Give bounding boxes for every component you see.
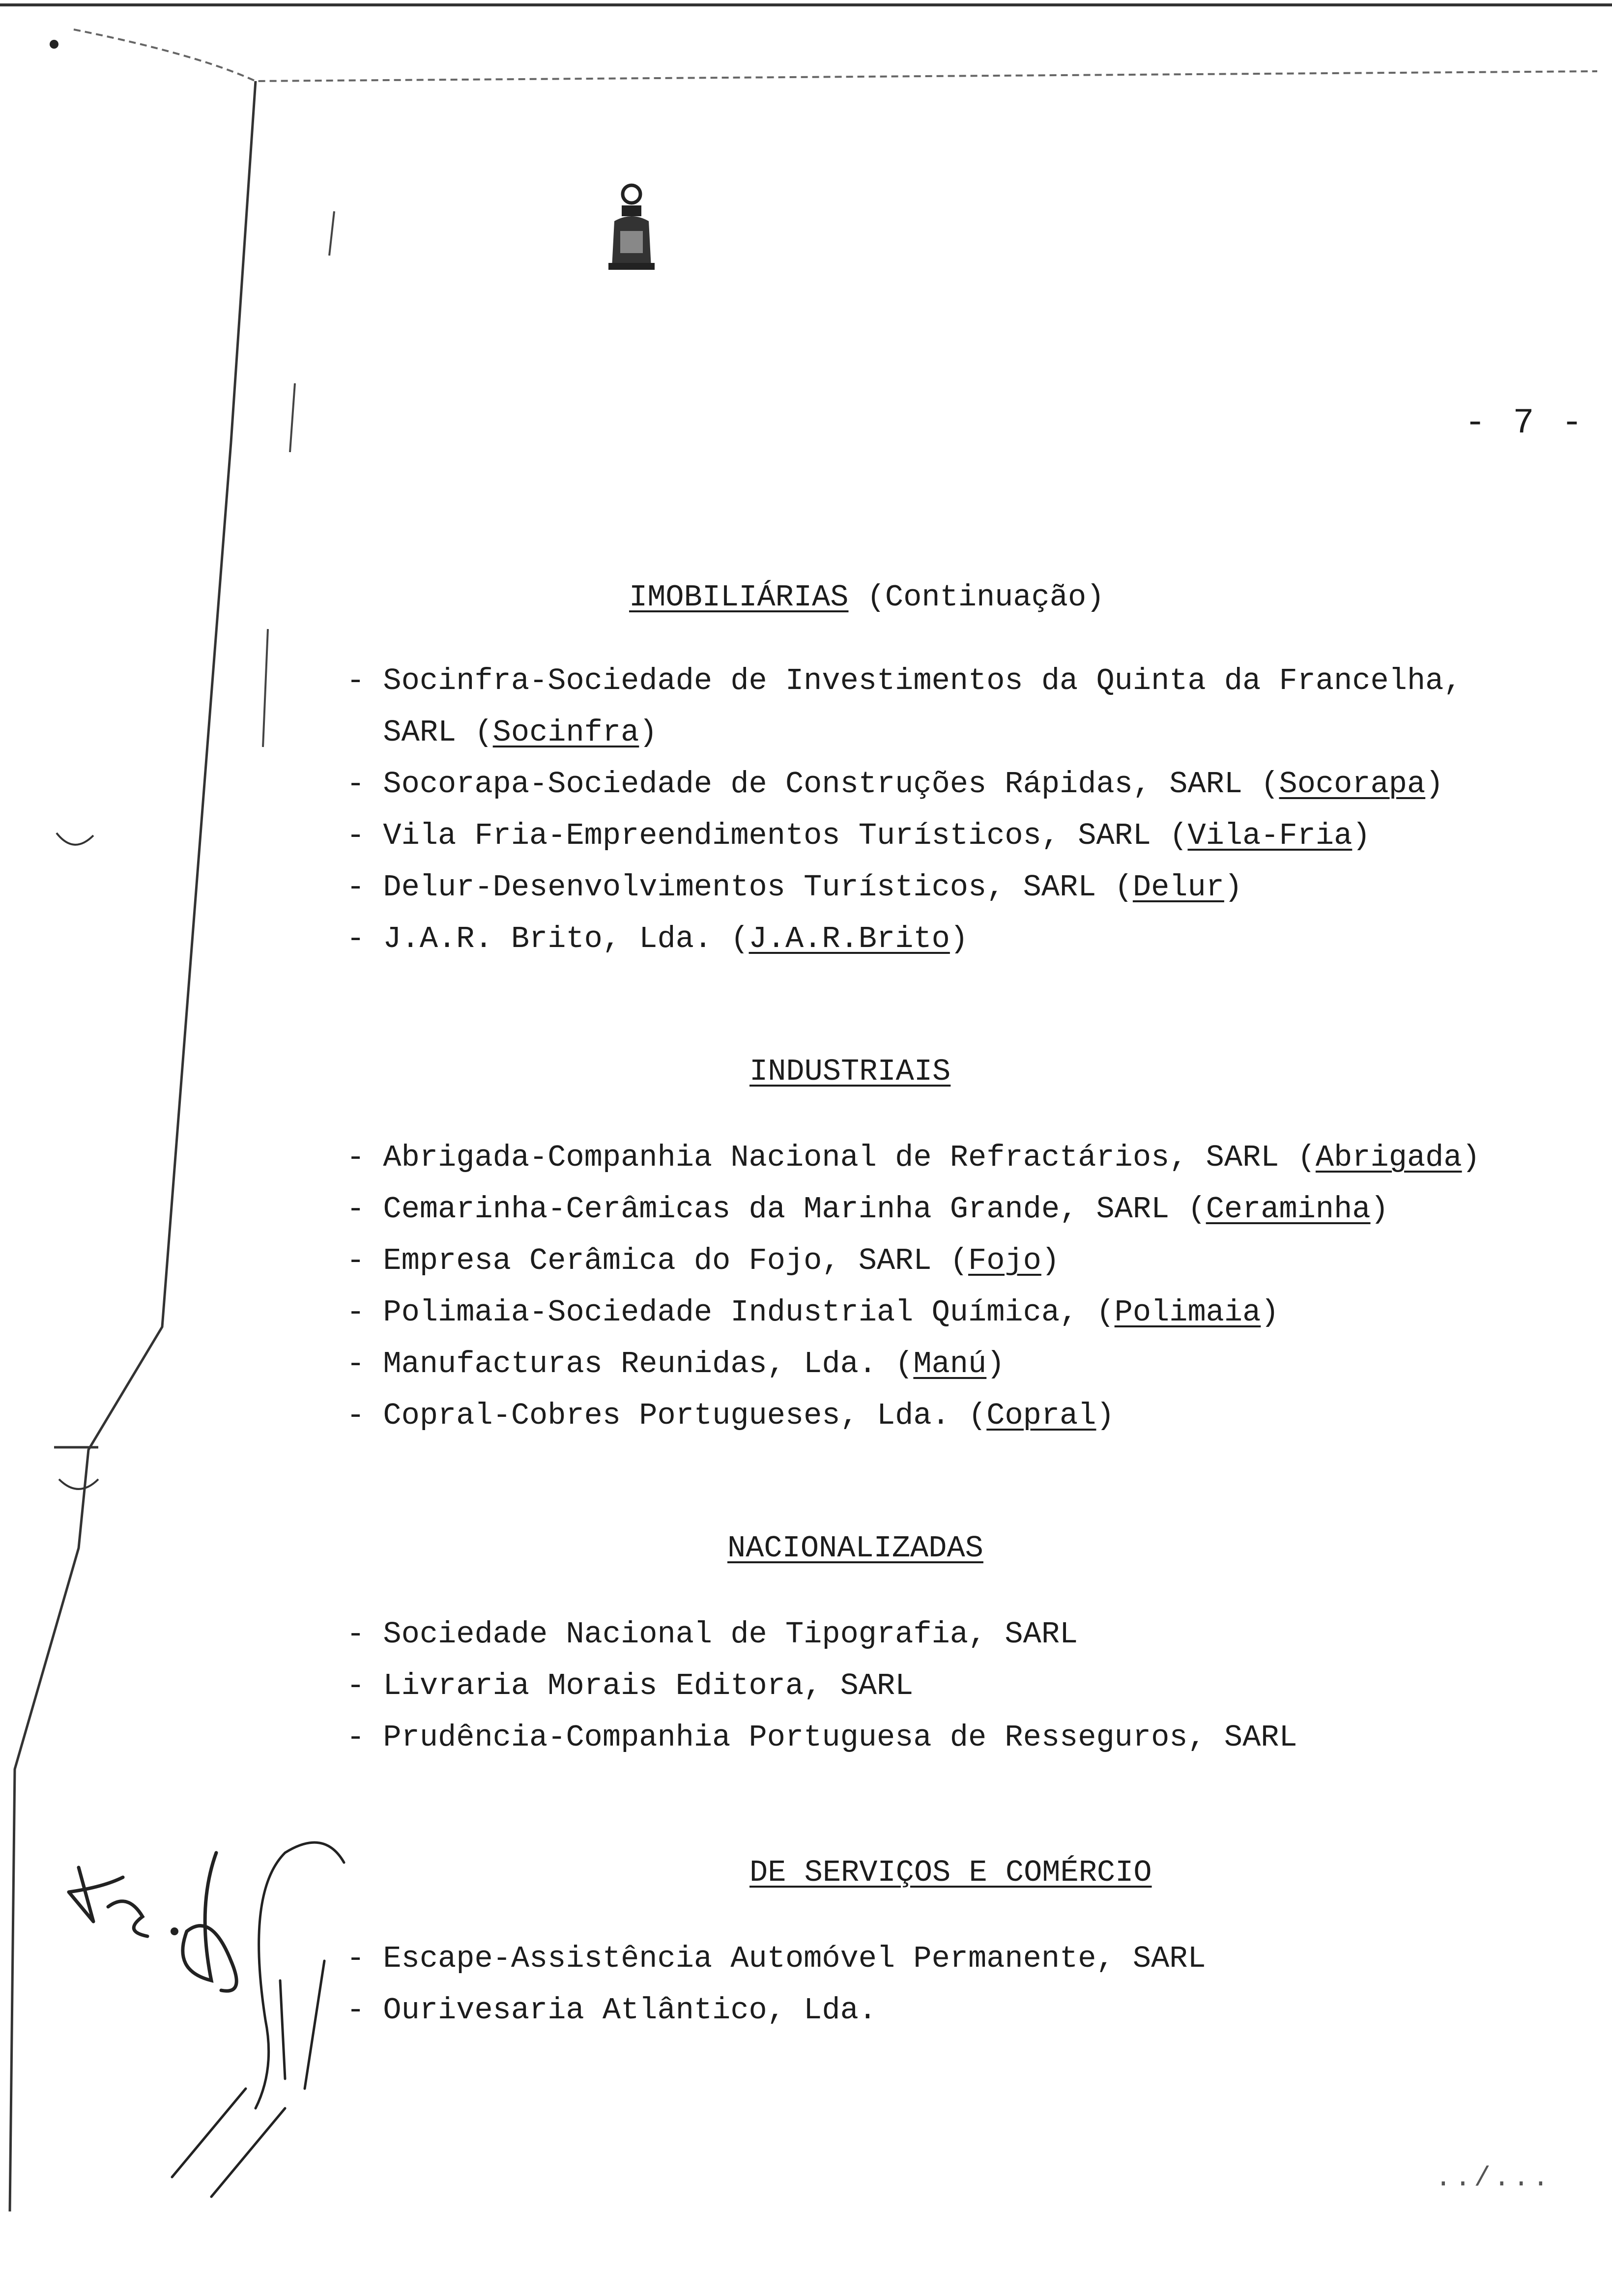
list-item: - Cemarinha-Cerâmicas da Marinha Grande, SARL (Ceraminha) [346, 1192, 1389, 1227]
list-item: - Socinfra-Sociedade de Investimentos da Quinta da Francelha, [346, 663, 1462, 698]
handwritten-signature [49, 1833, 369, 2216]
list-item: - Abrigada-Companhia Nacional de Refractários, SARL (Abrigada) [346, 1140, 1480, 1175]
list-item: - Escape-Assistência Automóvel Permanente, SARL [346, 1941, 1206, 1976]
list-item: - Manufacturas Reunidas, Lda. (Manú) [346, 1347, 1005, 1381]
continuation-marker: ../... [1435, 2162, 1552, 2194]
section-heading-servicos-comercio: DE SERVIÇOS E COMÉRCIO [749, 1855, 1152, 1890]
page-number: - 7 - [1465, 403, 1586, 443]
list-item: - Livraria Morais Editora, SARL [346, 1668, 914, 1703]
list-item: - Delur-Desenvolvimentos Turísticos, SARL (Delur) [346, 870, 1243, 905]
emblem-logo [604, 182, 659, 270]
list-item: - J.A.R. Brito, Lda. (J.A.R.Brito) [346, 921, 969, 956]
section-heading-nacionalizadas: NACIONALIZADAS [727, 1531, 983, 1566]
list-item: SARL (Socinfra) [346, 715, 658, 750]
section-heading-imobiliarias: IMOBILIÁRIAS (Continuação) [629, 580, 1105, 615]
list-item: - Prudência-Companhia Portuguesa de Resseguros, SARL [346, 1720, 1297, 1755]
list-item: - Vila Fria-Empreendimentos Turísticos, SARL (Vila-Fria) [346, 818, 1371, 853]
list-item: - Sociedade Nacional de Tipografia, SARL [346, 1617, 1078, 1652]
section-heading-industriais: INDUSTRIAIS [749, 1054, 951, 1089]
list-item: - Socorapa-Sociedade de Construções Rápidas, SARL (Socorapa) [346, 767, 1444, 802]
list-item: - Ourivesaria Atlântico, Lda. [346, 1993, 877, 2028]
list-item: - Polimaia-Sociedade Industrial Química, (Polimaia) [346, 1295, 1279, 1330]
list-item: - Copral-Cobres Portugueses, Lda. (Copral) [346, 1398, 1115, 1433]
list-item: - Empresa Cerâmica do Fojo, SARL (Fojo) [346, 1243, 1060, 1278]
